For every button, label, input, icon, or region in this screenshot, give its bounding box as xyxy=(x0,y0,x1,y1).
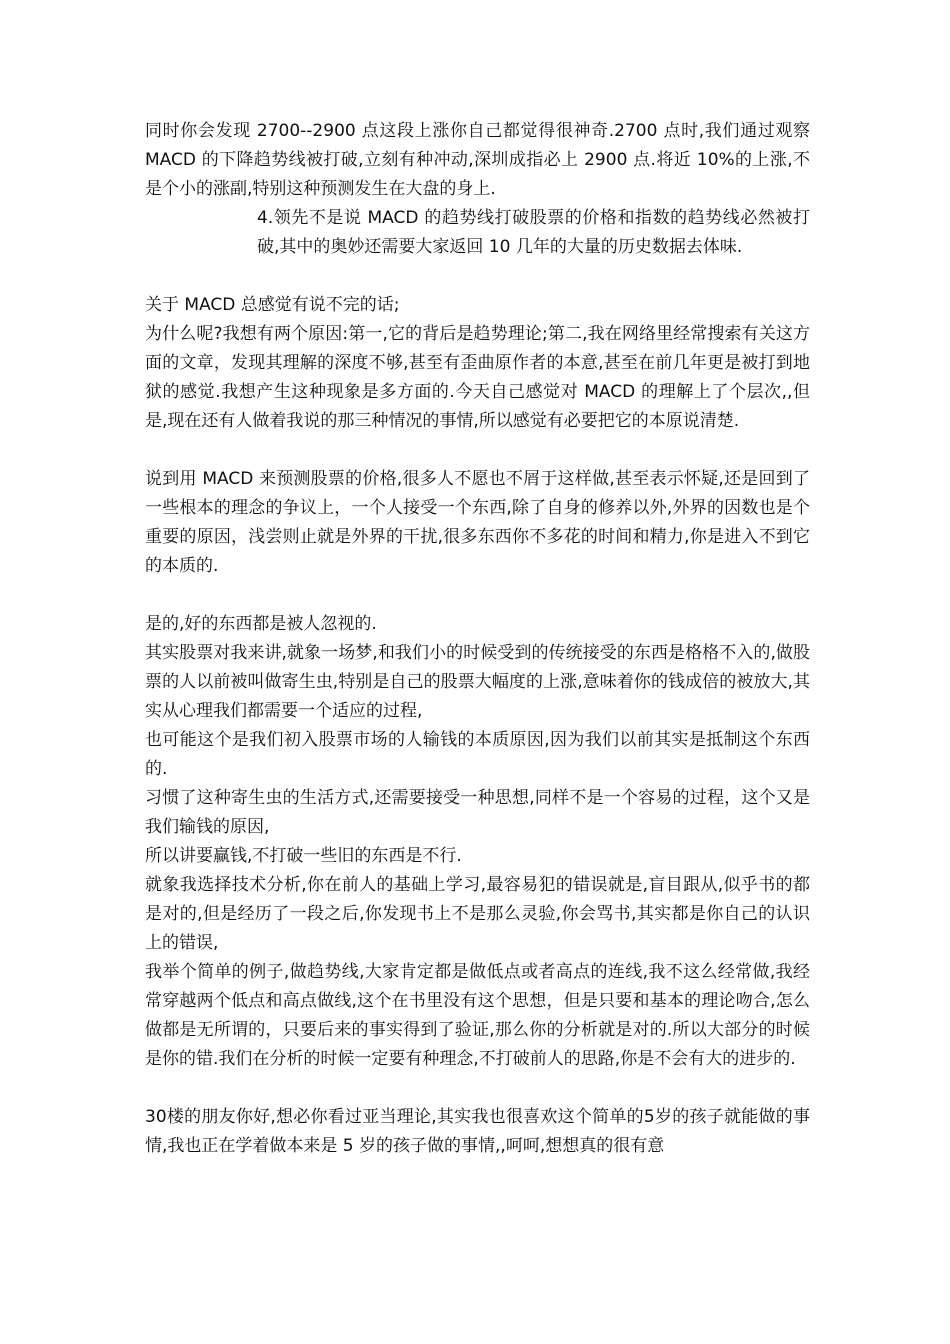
paragraph-12: 我举个简单的例子,做趋势线,大家肯定都是做低点或者高点的连线,我不这么经常做,我经常穿越两个低点和高点做线,这个在书里没有这个思想，但是只要和基本的理论吻合,怎么做都是无所谓的，只要后来的事实得到了验证,那么你的分析就是对的.所以大部分的时候是你的错.我们在分析的时候一定要有种理念,不打破前人的思路,你是不会有大的进步的. xyxy=(145,962,810,1069)
paragraph-13: 30楼的朋友你好,想必你看过亚当理论,其实我也很喜欢这个简单的5岁的孩子就能做的事情,我也正在学着做本来是 5 岁的孩子做的事情,,呵呵,想想真的很有意 xyxy=(145,1107,810,1156)
paragraph-4: 为什么呢?我想有两个原因:第一,它的背后是趋势理论;第二,我在网络里经常搜索有关这方面的文章，发现其理解的深度不够,甚至有歪曲原作者的本意,甚至在前几年更是被打到地狱的感觉.我想产生这种现象是多方面的.今天自己感觉对 MACD 的理解上了个层次,,但是,现在还有人做着我说的那三种情况的事情,所以感觉有必要把它的本原说清楚. xyxy=(145,324,810,431)
document-body xyxy=(145,117,810,1161)
paragraph-3: 关于 MACD 总感觉有说不完的话; xyxy=(145,295,400,315)
paragraph-10: 所以讲要赢钱,不打破一些旧的东西是不行. xyxy=(145,846,462,866)
paragraph-9: 习惯了这种寄生虫的生活方式,还需要接受一种思想,同样不是一个容易的过程，这个又是我们输钱的原因, xyxy=(145,788,810,837)
paragraph-5: 说到用 MACD 来预测股票的价格,很多人不愿也不屑于这样做,甚至表示怀疑,还是回到了一些根本的理念的争议上，一个人接受一个东西,除了自身的修养以外,外界的因数也是个重要的原因，浅尝则止就是外界的干扰,很多东西你不多花的时间和精力,你是进入不到它的本质的. xyxy=(145,469,810,576)
paragraph-11: 就象我选择技术分析,你在前人的基础上学习,最容易犯的错误就是,盲目跟从,似乎书的都是对的,但是经历了一段之后,你发现书上不是那么灵验,你会骂书,其实都是你自己的认识上的错误, xyxy=(145,875,810,953)
paragraph-2: 4.领先不是说 MACD 的趋势线打破股票的价格和指数的趋势线必然被打破,其中的奥妙还需要大家返回 10 几年的大量的历史数据去体味. xyxy=(257,208,810,257)
paragraph-8: 也可能这个是我们初入股票市场的人输钱的本质原因,因为我们以前其实是抵制这个东西的. xyxy=(145,730,810,779)
paragraph-7: 其实股票对我来讲,就象一场梦,和我们小的时候受到的传统接受的东西是格格不入的,做股票的人以前被叫做寄生虫,特别是自己的股票大幅度的上涨,意味着你的钱成倍的被放大,其实从心理我们都需要一个适应的过程, xyxy=(145,643,810,721)
paragraph-1: 同时你会发现 2700--2900 点这段上涨你自己都觉得很神奇.2700 点时,我们通过观察 MACD 的下降趋势线被打破,立刻有种冲动,深圳成指必上 2900 点.将近 10%的上涨,不是个小的涨副,特别这种预测发生在大盘的身上. xyxy=(145,121,810,199)
paragraph-6: 是的,好的东西都是被人忽视的. xyxy=(145,614,377,634)
